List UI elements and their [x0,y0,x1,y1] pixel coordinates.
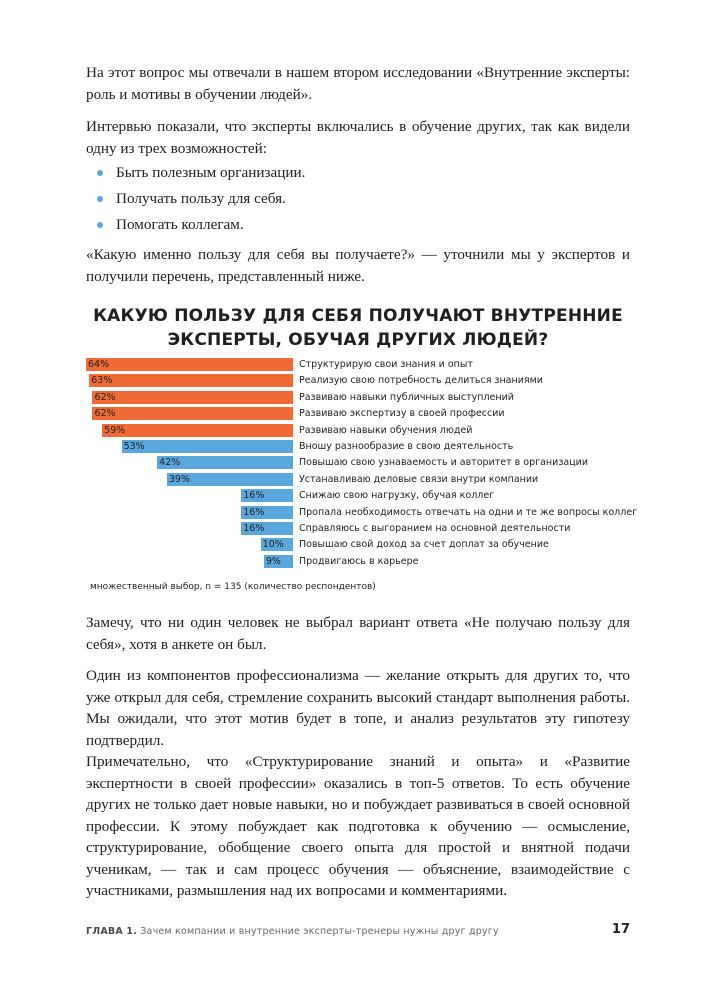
chart-value-label: 16% [243,506,265,518]
chart-bar [92,407,293,420]
paragraph-professionalism: Один из компонентов профессионализма — желание открыть для других то, что уже открыл для себя, стремление сохранить высокий стандарт выполнения работы. Мы ожидали, что этот мотив будет в топе, и анализ результатов эту гипотезу подтвердил. [86,667,630,749]
page-number: 17 [611,922,630,937]
chart-category-label: Повышаю свою узнаваемость и авторитет в организации [299,457,589,469]
chart-value-label: 64% [88,359,110,370]
bar-chart [86,358,646,570]
bullet-dot-icon [97,222,103,228]
list-item: Получать пользу для себя. [86,186,630,212]
chart-value-label: 39% [168,473,190,485]
chart-bar [86,358,293,371]
bullet-dot-icon [97,196,103,202]
chart-category-label: Повышаю свой доход за счет доплат за обучение [299,539,549,551]
chart-category-label: Устанавливаю деловые связи внутри компании [299,473,539,485]
chart-value-label: 10% [262,539,284,551]
chart-category-label: Развиваю экспертизу в своей профессии [299,408,505,420]
chart-bar [89,374,293,387]
chart-bar [92,391,293,404]
chart-bar [122,440,293,453]
chart-value-label: 62% [94,391,116,403]
chart-category-label: Развиваю навыки обучения людей [299,424,473,436]
chart-note: множественный выбор, n = 135 (количество респондентов) [90,582,376,592]
bullet-dot-icon [97,170,103,176]
chart-value-label: 42% [159,457,181,469]
chart-value-label: 16% [243,523,265,534]
chart-value-label: 59% [104,424,126,436]
chart-value-label: 62% [94,408,116,420]
chart-value-label: 63% [91,375,113,387]
paragraph-notable: Примечательно, что «Структурирование знаний и опыта» и «Развитие экспертности в своей профессии» оказались в топ-5 ответов. То есть обучение других не только дает новые навыки, но и побуждает развиваться в своей основной профессии. К этому побуждает как подготовка к обучению — осмысление, структурирование, обобщение своего опыта для простой и внятной подачи ученикам, — так и сам процесс обучения — объяснение, взаимодействие с участниками, размышления над их вопросами и комментариями. [86,753,630,899]
paragraph-intro: На этот вопрос мы отвечали в нашем втором исследовании «Внутренние эксперты: роль и мотивы в обучении людей». [86,64,630,103]
paragraph-question: «Какую именно пользу для себя вы получаете?» — уточнили мы у экспертов и получили перечень, представленный ниже. [86,246,630,285]
chart-title: КАКУЮ ПОЛЬЗУ ДЛЯ СЕБЯ ПОЛУЧАЮТ ВНУТРЕННИЕ ЭКСПЕРТЫ, ОБУЧАЯ ДРУГИХ ЛЮДЕЙ? [93,306,623,350]
list-item: Помогать коллегам. [86,212,630,238]
chart-category-label: Справляюсь с выгоранием на основной деятельности [299,523,571,534]
chart-value-label: 9% [265,555,281,567]
chart-value-label: 53% [123,441,145,452]
list-item: Быть полезным организации. [86,160,630,186]
chart-category-label: Реализую свою потребность делиться знаниями [299,375,543,387]
chart-value-label: 16% [243,490,265,502]
chart-category-label: Продвигаюсь в карьере [299,555,419,567]
paragraph-remark: Замечу, что ни один человек не выбрал вариант ответа «Не получаю пользу для себя», хотя в анкете он был. [86,614,630,653]
chart-category-label: Снижаю свою нагрузку, обучая коллег [299,490,495,502]
paragraph-interviews: Интервью показали, что эксперты включались в обучение других, так как видели одну из трех возможностей: [86,118,630,157]
chart-category-label: Структурирую свои знания и опыт [299,359,473,370]
chart-bar [102,424,293,437]
chart-category-label: Развиваю навыки публичных выступлений [299,391,514,403]
chart-category-label: Вношу разнообразие в свою деятельность [299,441,514,452]
running-footer [86,926,499,937]
footer-chapter: ГЛАВА 1. [86,926,138,937]
chart-category-label: Пропала необходимость отвечать на одни и те же вопросы коллег [299,506,638,518]
bullet-list [86,160,630,238]
footer-title: Зачем компании и внутренние эксперты-тренеры нужны друг другу [140,926,499,937]
